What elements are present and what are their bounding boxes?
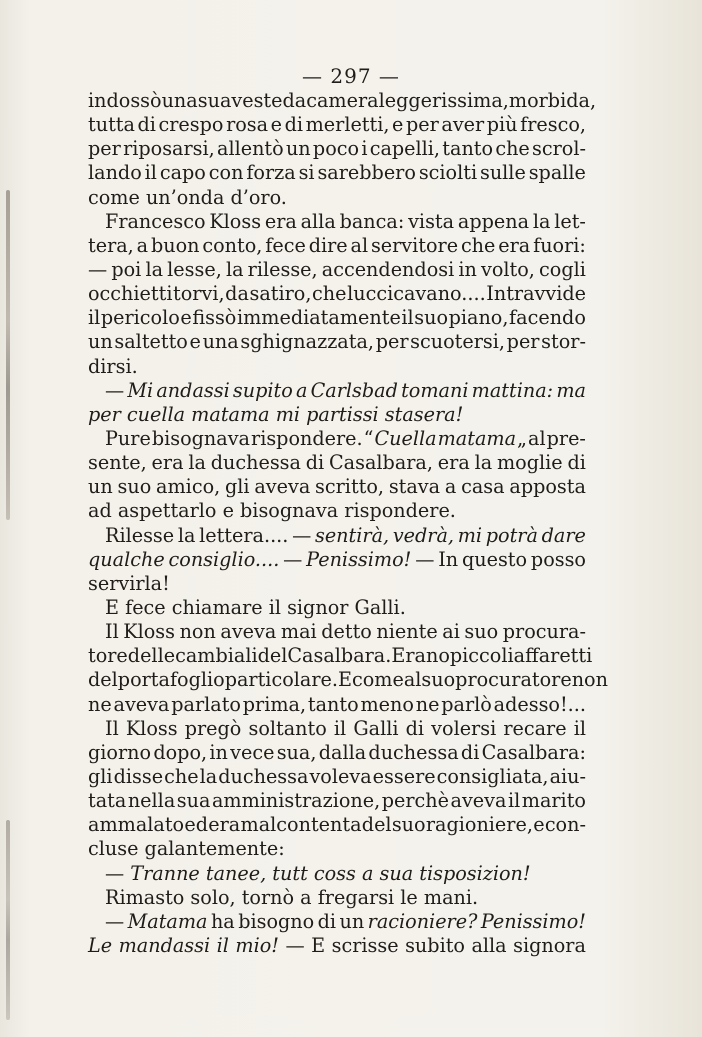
text-word: come un’onda d’oro. (88, 185, 287, 209)
text-word: Penissimo! (480, 909, 586, 933)
text-word: posso (530, 547, 586, 571)
text-word: aveva (450, 789, 507, 813)
text-line (88, 789, 586, 813)
text-line (88, 572, 586, 596)
text-word: una (161, 89, 198, 112)
text-word: Erano (391, 644, 450, 668)
text-word: pre- (546, 426, 586, 450)
text-word: vedrà, (392, 523, 455, 547)
text-word: servitore (370, 233, 459, 257)
text-line (88, 186, 586, 210)
text-word: piano, (448, 306, 509, 330)
text-word: facendo (509, 306, 586, 330)
text-word: — (105, 909, 125, 933)
text-word: Rilesse (105, 523, 175, 547)
text-word: Il (105, 716, 119, 740)
text-word: — (292, 523, 312, 547)
text-line (88, 137, 586, 161)
text-word: poi (111, 257, 142, 281)
text-word: tera, (88, 233, 134, 257)
text-word: era (264, 209, 297, 233)
text-line (88, 717, 586, 741)
text-word: suo (391, 813, 426, 837)
text-word: sua, (276, 740, 317, 764)
text-word: da (282, 89, 307, 112)
text-word: stor- (541, 330, 586, 354)
text-word: accendendosi (321, 257, 455, 281)
text-word: sarebbero (317, 161, 416, 185)
text-word: In (438, 547, 459, 571)
text-word: racioniere? (367, 909, 478, 933)
text-word: aveva (254, 475, 311, 499)
text-line (88, 306, 586, 330)
text-word: rosa (226, 113, 269, 137)
text-line (88, 837, 586, 861)
text-word: Casalbara: (481, 740, 586, 764)
text-word: cluse galantemente: (88, 837, 285, 861)
text-word: suo (414, 306, 449, 330)
text-word: saltetto (114, 330, 188, 354)
text-word: apposta (509, 475, 586, 499)
text-line (88, 427, 586, 451)
text-word: con- (544, 813, 586, 837)
text-word: aver (441, 113, 485, 137)
text-word: moglie (496, 451, 563, 475)
text-word: mandassi (118, 933, 211, 957)
text-word: non (179, 620, 216, 644)
text-word: Le (88, 933, 113, 957)
text-word: Mi (127, 378, 154, 402)
text-word: capo (159, 161, 206, 185)
text-word: di (567, 451, 586, 475)
text-word: detto (321, 620, 372, 644)
text-word: la (177, 523, 196, 547)
text-word: niente (376, 620, 438, 644)
text-word: e (180, 306, 192, 330)
text-line (88, 910, 586, 934)
text-word: Carlsbad (310, 378, 398, 402)
text-word: per cuella matama mi partissi stasera! (88, 402, 464, 426)
text-line (88, 451, 586, 475)
text-word: bisognava (151, 426, 250, 450)
text-word: merletti, (305, 113, 390, 137)
text-word: che (312, 282, 347, 306)
text-word: di (137, 113, 156, 137)
text-word: e (270, 113, 283, 137)
text-word: di (317, 909, 337, 933)
text-word: Rimasto solo, tornò a fregarsi le mani. (105, 885, 479, 909)
text-word: al (403, 668, 422, 692)
text-word: E (337, 668, 352, 692)
text-word: pregò (184, 716, 242, 740)
text-word: a (444, 475, 457, 499)
text-word: sente, (88, 451, 147, 475)
text-word: aveva (220, 620, 277, 644)
text-word: era (437, 451, 470, 475)
text-word: Il (105, 620, 119, 644)
text-word: non (571, 668, 608, 692)
text-word: sghignazzata, (240, 330, 375, 354)
text-word: sulle (479, 161, 526, 185)
text-word: ai (442, 620, 460, 644)
text-word: scuotersi, (410, 330, 505, 354)
text-word: portafoglio (117, 668, 225, 692)
text-word: una (202, 330, 239, 354)
text-word: del (88, 668, 118, 692)
text-word: da (225, 282, 249, 306)
text-word: duchessa (210, 451, 301, 475)
text-word: fuori: (533, 233, 586, 257)
text-word: il (216, 933, 229, 957)
text-word: torvi, (173, 282, 225, 306)
text-line (88, 596, 586, 620)
text-word: stava (388, 475, 441, 499)
text-word: un (88, 330, 113, 354)
text-word: “ (363, 426, 374, 450)
text-word: sua (176, 789, 211, 813)
text-word: consiglio.... (168, 547, 280, 571)
text-word: crespo (158, 113, 224, 137)
text-word: ragioniere, (425, 813, 533, 837)
text-word: alla (471, 933, 507, 957)
text-line (88, 89, 597, 113)
text-word: — (283, 547, 303, 571)
text-word: di (305, 451, 325, 475)
text-word: suo (117, 475, 152, 499)
text-word: ad aspettarlo e bisognava rispondere. (88, 499, 456, 523)
text-word: a (295, 378, 308, 402)
text-word: un (285, 137, 311, 161)
text-word: il (144, 161, 157, 185)
text-word: il (88, 306, 101, 330)
text-word: appena (457, 209, 530, 233)
text-line (88, 475, 586, 499)
text-word: tutta (88, 113, 135, 137)
text-word: Casalbara, (329, 451, 433, 475)
text-line (88, 765, 586, 789)
text-word: mattina: (471, 378, 554, 402)
text-word: Pure (105, 426, 151, 450)
text-word: in (458, 257, 477, 281)
text-word: dopo, (153, 740, 208, 764)
text-word: duchessa (368, 740, 459, 764)
binding-edge-shadow (6, 190, 10, 520)
text-word: rispondere. (251, 426, 363, 450)
text-word: la (188, 451, 206, 475)
text-word: come (351, 668, 404, 692)
text-word: poco (312, 137, 360, 161)
body-text (88, 89, 608, 958)
text-word: scrisse (331, 933, 399, 957)
text-word: signora (513, 933, 586, 957)
text-word: perchè (381, 789, 449, 813)
text-line (88, 282, 586, 306)
text-word: forza (246, 161, 296, 185)
text-word: Tranne tanee, tutt coss a sua tisposizion! (130, 861, 531, 885)
text-word: dalla (318, 740, 367, 764)
text-line (88, 862, 586, 886)
text-word: prima, (242, 692, 307, 716)
text-word: — (105, 378, 125, 402)
text-word: voleva (309, 764, 372, 788)
text-word: Francesco (105, 209, 206, 233)
text-word: immediatamente (236, 306, 401, 330)
text-line (88, 886, 586, 910)
text-word: la (145, 257, 164, 281)
text-word: con (208, 161, 244, 185)
text-word: gli (88, 764, 113, 788)
text-word: Penissimo! (306, 547, 412, 571)
text-word: capelli, (369, 137, 441, 161)
text-word: il (573, 716, 586, 740)
text-word: procura- (502, 620, 586, 644)
text-word: supito (232, 378, 293, 402)
text-line (88, 113, 586, 137)
text-word: servirla! (88, 571, 170, 595)
text-word: dare (541, 523, 586, 547)
text-word: ne (415, 692, 440, 716)
text-word: scritto, (315, 475, 385, 499)
text-word: giorno (88, 740, 152, 764)
text-word: Kloss (209, 209, 262, 233)
text-word: tata (88, 789, 127, 813)
text-word: — (285, 933, 305, 957)
text-word: rilesse, (247, 257, 318, 281)
text-word: ma (556, 378, 586, 402)
text-word: E fece chiamare il signor Galli. (105, 595, 406, 619)
text-line (88, 813, 586, 837)
text-word: spalle (528, 161, 586, 185)
text-word: casa (461, 475, 505, 499)
text-word: fissò (192, 306, 237, 330)
text-word: ha (210, 909, 235, 933)
text-word: lando (88, 161, 142, 185)
text-word: era (208, 813, 241, 837)
text-line (88, 741, 586, 765)
text-word: duchessa (218, 764, 309, 788)
text-word: Casalbara. (287, 644, 392, 668)
text-word: mi (457, 523, 483, 547)
text-word: adesso!... (493, 692, 586, 716)
text-word: gli (225, 475, 250, 499)
text-line (88, 499, 586, 523)
text-word: suo (464, 620, 499, 644)
text-line (88, 379, 586, 403)
text-line (88, 330, 586, 354)
text-word: buon (150, 233, 200, 257)
text-word: cogli (539, 257, 586, 281)
text-word: nella (127, 789, 176, 813)
text-word: allentò (217, 137, 284, 161)
text-word: fresco, (520, 113, 586, 137)
text-word: veste (231, 89, 283, 112)
text-word: morbida, (508, 89, 597, 112)
text-word: per (405, 113, 439, 137)
text-word: ammalato (88, 813, 185, 837)
text-word: „ (517, 426, 527, 450)
text-word: leggerissima, (378, 89, 509, 112)
text-line (88, 644, 593, 668)
text-word: e (189, 330, 201, 354)
text-word: vista (408, 209, 455, 233)
text-line (88, 403, 586, 427)
text-word: occhietti (88, 282, 173, 306)
text-word: un (339, 909, 365, 933)
text-word: E (311, 933, 326, 957)
text-word: procuratore (455, 668, 572, 692)
text-word: tanto (307, 692, 359, 716)
text-word: aveva (113, 692, 170, 716)
text-word: questo (461, 547, 528, 571)
text-word: amministrazione, (211, 789, 381, 813)
text-word: tanto (442, 137, 494, 161)
text-line (88, 210, 586, 234)
text-word: particolare. (224, 668, 338, 692)
text-word: tore (88, 644, 128, 668)
text-word: mio! (235, 933, 279, 957)
text-word: volersi (431, 716, 497, 740)
text-word: suo (421, 668, 456, 692)
text-word: parlato (171, 692, 241, 716)
text-word: dirsi. (88, 354, 138, 378)
text-word: consigliata, (436, 764, 549, 788)
text-word: a (136, 233, 149, 257)
text-word: più (486, 113, 518, 137)
text-word: del (257, 644, 288, 668)
text-word: un (88, 475, 113, 499)
text-word: in (209, 740, 228, 764)
text-word: la (532, 209, 551, 233)
text-word: meno (360, 692, 414, 716)
text-word: cambiali (175, 644, 258, 668)
text-line (88, 524, 586, 548)
text-line (88, 693, 586, 717)
text-word: ed (184, 813, 209, 837)
text-word: lesse, (167, 257, 222, 281)
text-line (88, 234, 586, 258)
text-word: per (375, 330, 409, 354)
text-word: per (88, 137, 121, 161)
text-word: ne (88, 692, 112, 716)
text-line (88, 548, 586, 572)
text-word: luccicavano.... (347, 282, 486, 306)
text-word: piccoli (449, 644, 514, 668)
text-line (88, 355, 586, 379)
text-word: — (105, 861, 131, 885)
text-word: il (401, 306, 414, 330)
text-word: che (460, 233, 496, 257)
text-word: amico, (156, 475, 221, 499)
text-word: mai (280, 620, 317, 644)
text-word: tomani (401, 378, 469, 402)
text-word: era (151, 451, 184, 475)
text-word: aiu- (549, 764, 586, 788)
text-word: sentirà, (314, 523, 390, 547)
text-word: era (498, 233, 531, 257)
text-word: di (460, 740, 480, 764)
text-word: indossò (88, 89, 162, 112)
text-word: che (495, 137, 530, 161)
text-word: e (533, 813, 545, 837)
text-word: al (528, 426, 546, 450)
text-line (88, 620, 586, 644)
text-word: — (88, 257, 108, 281)
text-word: banca: (339, 209, 405, 233)
text-word: conto, (202, 233, 263, 257)
text-word: Kloss (123, 620, 175, 644)
text-line (88, 668, 608, 692)
text-word: lettera.... (199, 523, 289, 547)
text-word: scrol- (532, 137, 586, 161)
text-word: affaretti (513, 644, 593, 668)
text-line (88, 934, 586, 958)
text-word: qualche (88, 547, 165, 571)
text-word: marito (521, 789, 586, 813)
text-word: riposarsi, (123, 137, 215, 161)
text-word: si (298, 161, 315, 185)
text-word: di (284, 113, 304, 137)
text-word: sua (197, 89, 232, 112)
text-word: la (225, 257, 244, 281)
text-word: per (506, 330, 540, 354)
text-word: potrà (485, 523, 538, 547)
text-word: che (164, 764, 199, 788)
text-word: la (474, 451, 493, 475)
text-word: al (350, 233, 369, 257)
text-word: malcontenta (240, 813, 362, 837)
text-word: bisogno (238, 909, 315, 933)
text-word: Intravvide (486, 282, 586, 306)
text-word: vece (230, 740, 275, 764)
text-word: essere (372, 764, 436, 788)
page-number: — 297 — (302, 64, 400, 88)
text-word: il (333, 716, 347, 740)
text-word: recare (503, 716, 567, 740)
text-word: alla (300, 209, 336, 233)
binding-edge-shadow-lower (6, 820, 10, 1020)
text-word: — (415, 547, 435, 571)
text-line (88, 161, 586, 185)
text-word: di (405, 716, 425, 740)
text-word: volto, (481, 257, 535, 281)
text-word: Cuella (374, 426, 437, 450)
text-word: soltanto (248, 716, 327, 740)
text-word: fece (265, 233, 306, 257)
text-word: let- (554, 209, 586, 233)
text-word: parlò (441, 692, 492, 716)
text-word: satiro, (249, 282, 312, 306)
text-word: matama (437, 426, 517, 450)
text-word: subito (405, 933, 465, 957)
text-line (88, 258, 586, 282)
text-word: pericolo (100, 306, 180, 330)
text-word: Kloss (125, 716, 178, 740)
text-word: e (392, 113, 404, 137)
text-word: del (361, 813, 392, 837)
text-word: dire (308, 233, 348, 257)
text-word: sciolti (418, 161, 478, 185)
text-word: delle (127, 644, 176, 668)
text-word: la (199, 764, 218, 788)
text-word: andassi (156, 378, 230, 402)
text-word: Galli (353, 716, 399, 740)
text-word: disse (113, 764, 164, 788)
text-word: i (361, 137, 368, 161)
text-word: Matama (127, 909, 208, 933)
text-word: camera (306, 89, 379, 112)
text-word: il (507, 789, 521, 813)
